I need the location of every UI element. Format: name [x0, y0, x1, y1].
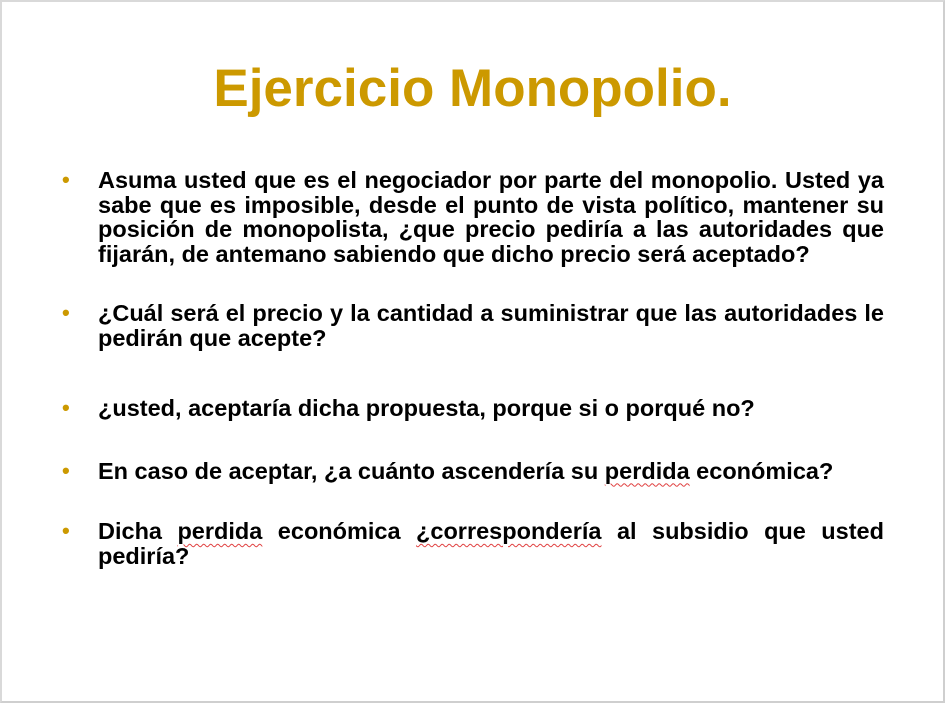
bullet-text-start: Dicha [98, 518, 178, 544]
bullet-item-5 [62, 519, 884, 568]
spellcheck-flagged-word[interactable]: ¿correspondería [416, 518, 602, 544]
bullet-text-middle: económica [262, 518, 417, 544]
bullet-text: Asuma usted que es el negociador por parte del monopolio. Usted ya sabe que es imposible, desde el punto de vista político, mantener su posición de monopolista, ¿que precio pediría a las autoridades que fijarán, de antemano sabiendo que dicho precio será aceptado? [98, 167, 884, 267]
bullet-list [62, 168, 884, 568]
bullet-dot-icon: • [62, 518, 70, 543]
bullet-item-3 [62, 396, 884, 421]
bullet-item-2 [62, 301, 884, 350]
bullet-dot-icon: • [62, 457, 70, 483]
spellcheck-flagged-word[interactable]: perdida [604, 457, 690, 484]
bullet-item-4 [62, 459, 884, 484]
bullet-text-end: al subsidio que usted pediría? [98, 518, 884, 569]
bullet-text: ¿usted, aceptaría dicha propuesta, porque si o porqué no? [98, 395, 755, 421]
bullet-text-end: económica? [689, 457, 834, 484]
spellcheck-flagged-word[interactable]: perdida [177, 518, 263, 544]
slide-title: Ejercicio Monopolio. [213, 59, 732, 118]
bullet-text: ¿Cuál será el precio y la cantidad a suministrar que las autoridades le pedirán que acepte? [98, 300, 884, 351]
bullet-text-start: En caso de aceptar, ¿a cuánto ascendería su [98, 457, 605, 484]
bullet-dot-icon: • [62, 395, 70, 420]
bullet-item-1 [62, 168, 884, 266]
bullet-dot-icon: • [62, 167, 70, 192]
bullet-dot-icon: • [62, 300, 70, 325]
